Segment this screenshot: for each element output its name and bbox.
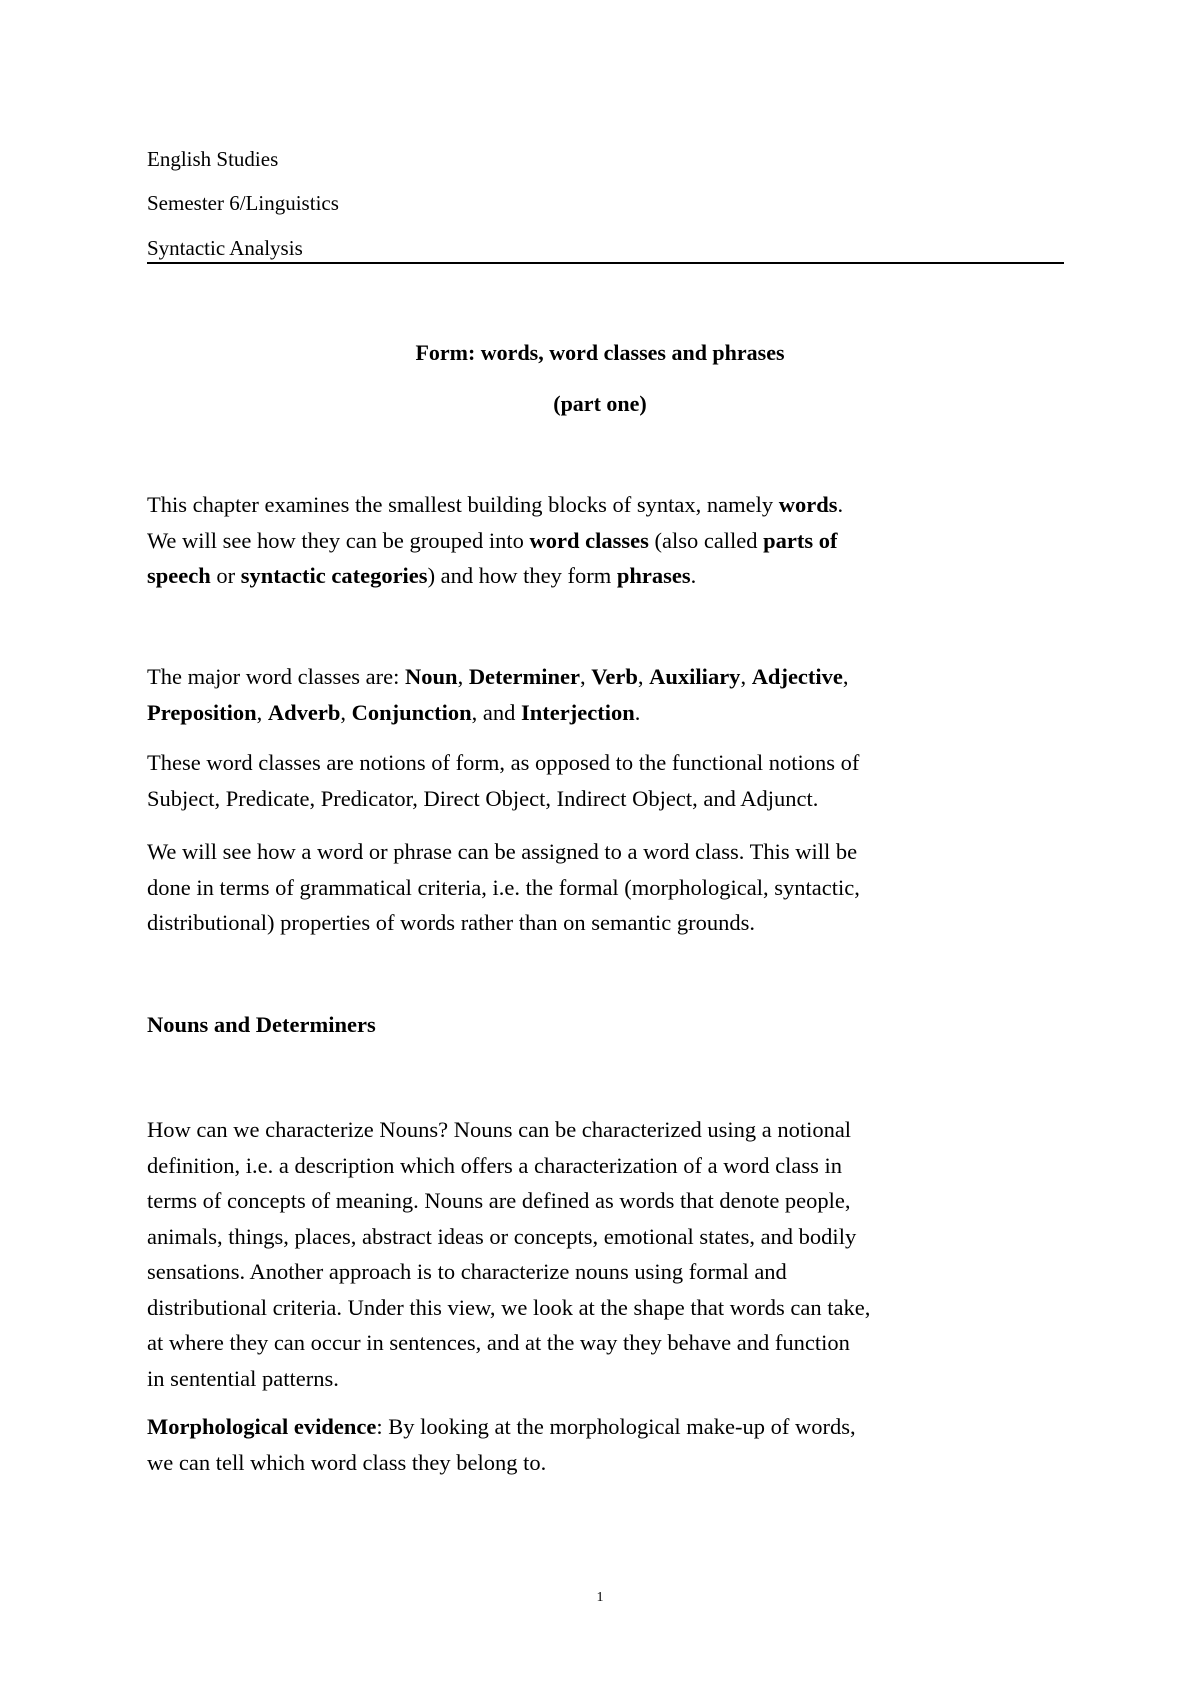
text-run: , [842, 664, 849, 689]
text-run: , [637, 664, 650, 689]
text-run: We will see how they can be grouped into [147, 527, 530, 553]
bold-term: Noun [405, 664, 458, 689]
paragraph-line: How can we characterize Nouns? Nouns can be characterized using a notional [147, 1117, 852, 1142]
nouns-paragraph [147, 1112, 1067, 1396]
header-rule [147, 262, 1064, 264]
paragraph-line: done in terms of grammatical criteria, i.e. the formal (morphological, syntactic, [147, 874, 860, 900]
paragraph-line [147, 695, 1067, 731]
text-run: , [740, 664, 752, 689]
page-number: 1 [596, 1590, 604, 1605]
bold-term: word classes [529, 527, 649, 553]
paragraph-line: definition, i.e. a description which offers a characterization of a word class in [147, 1152, 842, 1178]
bold-term: words [778, 492, 838, 517]
text-run: ) and how they form [427, 563, 617, 588]
bold-term: Verb [591, 664, 638, 689]
paragraph-line: Subject, Predicate, Predicator, Direct Object, Indirect Object, and Adjunct. [147, 785, 819, 811]
paragraph-line [147, 558, 1067, 594]
chapter-title: Form: words, word classes and phrases [415, 340, 785, 365]
text-run: , [457, 664, 469, 689]
semester-label: Semester 6/Linguistics [147, 191, 339, 215]
text-run: . [634, 699, 641, 725]
bold-term: Auxiliary [649, 664, 741, 689]
paragraph-line [147, 487, 1067, 523]
text-run: This chapter examines the smallest building blocks of syntax, namely [147, 492, 779, 517]
paragraph-line: in sentential patterns. [147, 1365, 339, 1391]
form-notions-paragraph [147, 745, 1067, 816]
module-title: Syntactic Analysis [147, 236, 303, 260]
intro-paragraph [147, 487, 1067, 594]
paragraph-line: We will see how a word or phrase can be assigned to a word class. This will be [147, 839, 858, 864]
bold-term: speech [147, 563, 211, 588]
bold-term: Conjunction [351, 699, 472, 725]
bold-term: Determiner [468, 664, 580, 689]
text-run: The major word classes are: [147, 664, 406, 689]
major-classes-paragraph [147, 659, 1067, 730]
paragraph-line: These word classes are notions of form, as opposed to the functional notions of [147, 750, 860, 775]
paragraph-line: terms of concepts of meaning. Nouns are defined as words that denote people, [147, 1188, 851, 1213]
section-heading: Nouns and Determiners [147, 1012, 376, 1037]
bold-term: Adverb [267, 699, 341, 725]
paragraph-line: animals, things, places, abstract ideas or concepts, emotional states, and bodily [147, 1223, 857, 1249]
morphological-evidence-paragraph [147, 1409, 1067, 1480]
paragraph-line [147, 659, 1067, 695]
text-run: or [210, 563, 241, 588]
text-run: : By looking at the morphological make-up of words, [376, 1414, 856, 1439]
paragraph-line [147, 523, 1067, 559]
paragraph-line: sensations. Another approach is to characterize nouns using formal and [147, 1259, 787, 1284]
course-name: English Studies [147, 147, 279, 171]
bold-term: Adjective [751, 664, 843, 689]
paragraph-line [147, 1409, 1067, 1445]
bold-term: Preposition [147, 699, 257, 725]
text-run: , [580, 664, 592, 689]
text-run: . [690, 563, 697, 588]
paragraph-line: we can tell which word class they belong to. [147, 1449, 547, 1475]
paragraph-line: distributional criteria. Under this view, we look at the shape that words can take, [147, 1294, 871, 1320]
text-run: (also called [648, 527, 764, 553]
text-run: , [256, 699, 268, 725]
chapter-subtitle: (part one) [553, 391, 647, 416]
bold-term: syntactic categories [240, 563, 428, 588]
text-run: , [340, 699, 352, 725]
bold-term: phrases [616, 563, 691, 588]
bold-term: parts of [763, 527, 838, 553]
text-run: . [837, 492, 844, 517]
criteria-paragraph [147, 834, 1067, 941]
paragraph-line: distributional) properties of words rather than on semantic grounds. [147, 910, 755, 935]
paragraph-line: at where they can occur in sentences, and at the way they behave and function [147, 1330, 850, 1355]
bold-term: Interjection [521, 699, 635, 725]
text-run: , and [471, 699, 521, 725]
bold-term: Morphological evidence [147, 1414, 377, 1439]
